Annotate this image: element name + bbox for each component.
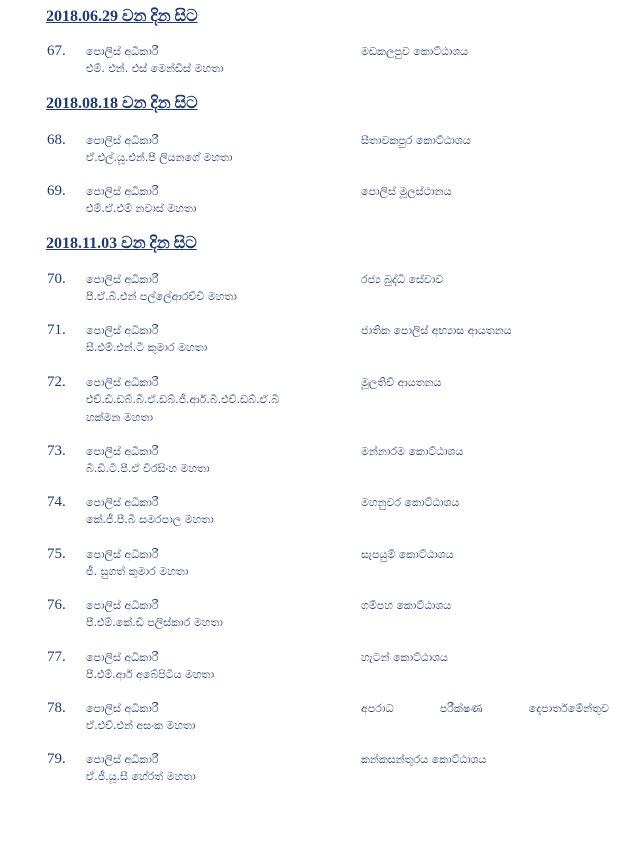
entry-rank: පොලිස් අධිකාරී <box>86 496 159 509</box>
list-entry <box>0 597 630 637</box>
entry-name: පී.ඒ.බී.එන් පල්ලේආරච්චි මහතා <box>86 290 237 303</box>
entry-rank: පොලිස් අධිකාරී <box>86 445 159 458</box>
entry-name-continued: හක්මන මහතා <box>86 411 154 424</box>
list-entry <box>0 443 630 483</box>
entry-number: 71. <box>47 322 66 338</box>
entry-name: සී.එම්.එන්.ටී කුමාර මහතා <box>86 341 208 354</box>
list-entry <box>0 546 630 586</box>
list-entry <box>0 649 630 689</box>
section-heading: 2018.06.29 වන දින සිට <box>46 8 198 25</box>
entry-number: 74. <box>47 494 66 510</box>
list-entry <box>0 494 630 534</box>
entry-unit-word: පරීක්ෂණ <box>439 702 483 715</box>
entry-unit: ජාතික පොලිස් අභ්‍යාස ආයතනය <box>361 324 512 337</box>
entry-name: කේ.ජී.පී.බී සමරපාල මහතා <box>86 513 214 526</box>
entry-rank: පොලිස් අධිකාරී <box>86 702 159 715</box>
entry-name: එම්. එන්. එස් මෙන්ඩිස් මහතා <box>86 62 224 75</box>
entry-rank: පොලිස් අධිකාරී <box>86 134 159 147</box>
list-entry <box>0 374 630 432</box>
entry-unit: සැපයුම් කොට්ඨාශය <box>361 548 454 561</box>
entry-name: ඒ.එල්.යූ.එන්.පී ලියනගේ මහතා <box>86 151 233 164</box>
entry-number: 77. <box>47 649 66 665</box>
entry-unit: මහනුවර කොට්ඨාශය <box>361 496 460 509</box>
entry-rank: පොලිස් අධිකාරී <box>86 753 159 766</box>
entry-unit: මන්නාරම කොට්ඨාශය <box>361 445 464 458</box>
list-entry <box>0 700 630 740</box>
entry-number: 76. <box>47 597 66 613</box>
section-heading: 2018.08.18 වන දින සිට <box>46 95 198 112</box>
entry-number: 67. <box>47 43 66 59</box>
section-heading: 2018.11.03 වන දින සිට <box>46 235 197 252</box>
entry-rank: පොලිස් අධිකාරී <box>86 376 159 389</box>
entry-number: 70. <box>47 271 66 287</box>
entry-rank: පොලිස් අධිකාරී <box>86 45 159 58</box>
entry-unit: ගම්පහ කොට්ඨාශය <box>361 599 452 612</box>
entry-unit: හැටන් කොට්ඨාශය <box>361 651 448 664</box>
entry-unit-word: අපරාධ <box>361 702 394 715</box>
entry-unit: පොලිස් මූලස්ථානය <box>361 185 452 198</box>
list-entry <box>0 43 630 83</box>
entry-name: පී.එම්.කේ.ඩී පලිස්කාර මහතා <box>86 616 223 629</box>
entry-unit: මූලතිව් ආයතනය <box>361 376 442 389</box>
entry-number: 73. <box>47 443 66 459</box>
entry-name: එම්.ඒ.එම් නවාස් මහතා <box>86 202 197 215</box>
entry-number: 79. <box>47 751 66 767</box>
entry-name: ජී. සුගත් කුමාර මහතා <box>86 565 189 578</box>
entry-number: 68. <box>47 132 66 148</box>
list-entry <box>0 132 630 172</box>
entry-unit-word: දෙපාර්තමේන්තුව <box>528 702 609 715</box>
entry-unit <box>361 702 609 716</box>
entry-name: බී.ඩී.ටී.පී.ඒ වීරසිංහ මහතා <box>86 462 210 475</box>
entry-unit: රජ්‍ය බුද්ධි සේවාව <box>361 273 444 286</box>
entry-number: 72. <box>47 374 66 390</box>
entry-name: ඒ.ජී.යූ.සී හේරත් මහතා <box>86 770 196 783</box>
entry-name: ඒ.එච්.එන් අසංක මහතා <box>86 719 196 732</box>
entry-unit: සීතාවකපුර කොට්ඨාශය <box>361 134 471 147</box>
entry-rank: පොලිස් අධිකාරී <box>86 599 159 612</box>
entry-unit: මඩකලපුව කොට්ඨාශය <box>361 45 469 58</box>
entry-rank: පොලිස් අධිකාරී <box>86 651 159 664</box>
entry-rank: පොලිස් අධිකාරී <box>86 273 159 286</box>
entry-rank: පොලිස් අධිකාරී <box>86 185 159 198</box>
entry-rank: පොලිස් අධිකාරී <box>86 324 159 337</box>
list-entry <box>0 271 630 311</box>
entry-number: 75. <box>47 546 66 562</box>
list-entry <box>0 322 630 362</box>
entry-number: 78. <box>47 700 66 716</box>
list-entry <box>0 183 630 223</box>
entry-name: පී.එම්.ආර් අබේපිටිය මහතා <box>86 668 215 681</box>
entry-name: එච්.ඩී.ඩබ්.බී.ඒ.ඩබ්.ජී.ආර්.බී.එච්.ඩබ්.ඒ.බී <box>86 393 280 406</box>
entry-rank: පොලිස් අධිකාරී <box>86 548 159 561</box>
entry-number: 69. <box>47 183 66 199</box>
list-entry <box>0 751 630 791</box>
entry-unit: කන්කසන්තුරය කොට්ඨාශය <box>361 753 487 766</box>
